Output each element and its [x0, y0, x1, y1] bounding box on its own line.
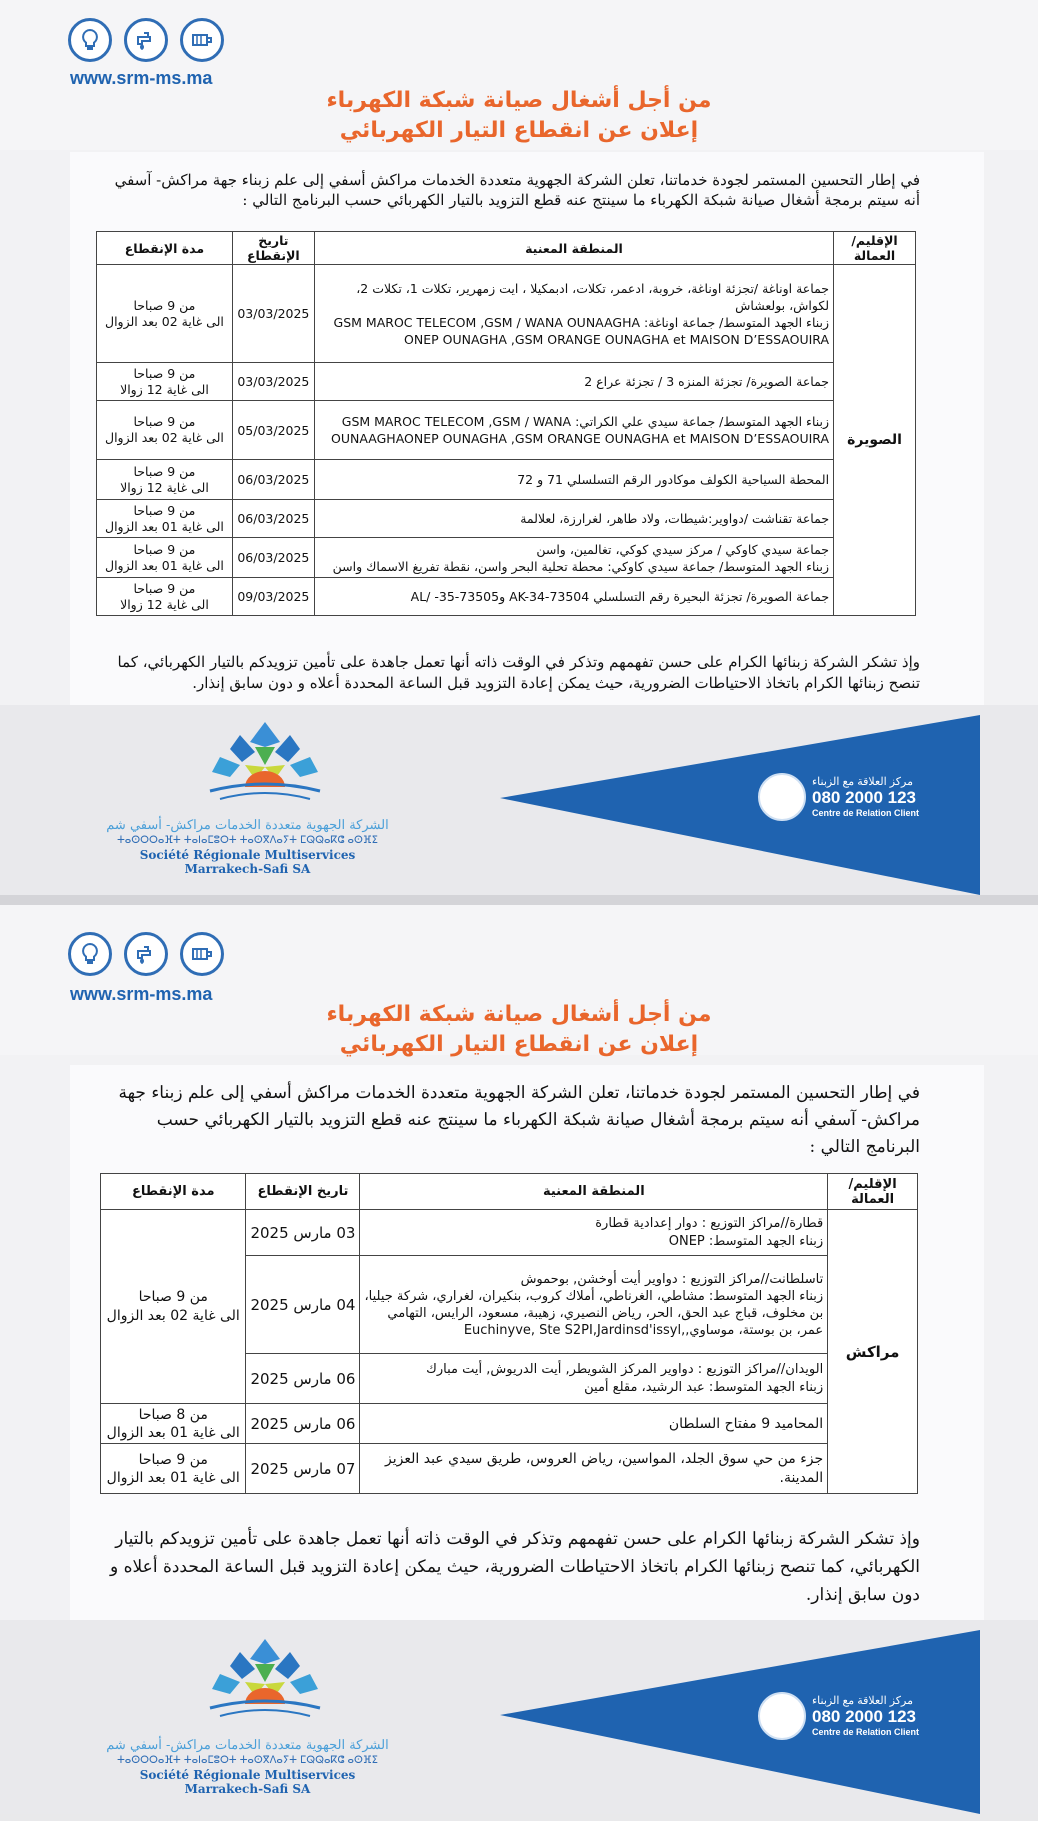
contact-center — [812, 775, 919, 818]
header-region: الإقليم/العمالة — [828, 1174, 918, 1210]
table-row — [101, 1444, 918, 1494]
table-row — [97, 401, 916, 460]
zone-cell: جماعة تقناشت /دواوير:شيطات، ولاد طاهر، لغرارزة، لعلالمة — [314, 500, 833, 538]
contact-french: Centre de Relation Client — [812, 1727, 920, 1737]
lightbulb-icon — [68, 18, 112, 62]
zone-cell: تاسلطانت//مراكز التوزيع : دواوير أيت أوخشن, بوحموش زبناء الجهد المتوسط: مشاطي، الغرناطي، أملاك كروب، بنكيران، لغراري، شركة جيليا، بن مخلوف، قباج عبد الحق، الحر، رياض النصيري، زهيبة، مسعود، الرايس، التهامي عمر، بن بوستة، موساوي,,Euchinyve, Ste S2PI,Jardinsd'issyl — [360, 1256, 828, 1354]
header-duration: مدة الإنقطاع — [97, 232, 233, 265]
date-cell: 04 مارس 2025 — [246, 1256, 360, 1354]
contact-arabic: مركز العلاقة مع الزبناء — [812, 1695, 913, 1707]
table-row — [97, 460, 916, 500]
title-line-2: إعلان عن انقطاع التيار الكهربائي — [339, 1032, 699, 1057]
intro-paragraph: في إطار التحسين المستمر لجودة خدماتنا، تعلن الشركة الجهوية متعددة الخدمات مراكش أسفي إلى علم زبناء جهة مراكش- آسفي أنه سيتم برمجة أشغال صيانة شبكة الكهرباء ما سينتج عنه قطع التزويد بالتيار الكهربائي حسب البرنامج التالي : — [114, 171, 920, 209]
table-row — [101, 1210, 918, 1256]
duration-cell: من 9 صباحا الى غاية 02 بعد الزوال — [97, 265, 233, 363]
zone-cell: جماعة الصويرة/ تجزئة البحيرة رقم التسلسلي AK-34-73504 وAL/ -35-73505 — [314, 578, 833, 616]
date-cell: 06 مارس 2025 — [246, 1404, 360, 1444]
date-cell: 06/03/2025 — [232, 538, 314, 578]
page-title — [0, 1000, 1038, 1060]
footer — [0, 1620, 1038, 1810]
duration-cell: من 8 صباحا الى غاية 01 بعد الزوال — [101, 1404, 246, 1444]
zone-cell: جماعة سيدي كاوكي / مركز سيدي كوكي، تغالمين، واسن زبناء الجهد المتوسط/ جماعة سيدي كاوكي: محطة تحلية البحر واسن، نقطة تفريغ الاسماك واسن — [314, 538, 833, 578]
zone-cell: المحطة السياحية الكولف موكادور الرقم التسلسلي 71 و 72 — [314, 460, 833, 500]
header-region: الإقليم/العمالة — [834, 232, 916, 265]
region-cell: مراكش — [828, 1210, 918, 1494]
duration-cell: من 9 صباحا الى غاية 02 بعد الزوال — [101, 1210, 246, 1404]
duration-cell: من 9 صباحا الى غاية 01 بعد الزوال — [101, 1444, 246, 1494]
sanitation-icon — [180, 18, 224, 62]
zone-cell: جزء من حي سوق الجلد، المواسين، رياض العروس، طريق سيدي عبد العزيز المدينة. — [360, 1444, 828, 1494]
zone-cell: قطارة//مراكز التوزيع : دوار إعدادية قطارة زبناء الجهد المتوسط: ONEP — [360, 1210, 828, 1256]
company-logo-emblem — [200, 1634, 330, 1724]
website-url: www.srm-ms.ma — [70, 984, 213, 1004]
contact-phone: 080 2000 123 — [812, 1707, 916, 1726]
header-duration: مدة الإنقطاع — [101, 1174, 246, 1210]
zone-cell: زبناء الجهد المتوسط/ جماعة سيدي علي الكراتي: GSM MAROC TELECOM ,GSM / WANA OUNAAGHAONEP OUNAGHA ,GSM ORANGE OUNAGHA et MAISON D’ESSAOUIRA — [314, 401, 833, 460]
logo-arabic: الشركة الجهوية متعددة الخدمات مراكش- أسفي شم — [106, 818, 389, 833]
contact-arabic: مركز العلاقة مع الزبناء — [812, 776, 913, 788]
announcement-page-2 — [0, 905, 1038, 1814]
closing-paragraph: وإذ تشكر الشركة زبنائها الكرام على حسن تفهمهم وتذكر في الوقت ذاته أنها تعمل جاهدة على تأمين تزويدكم بالتيار الكهربائي، كما تنصح زبنائها الكرام باتخاذ الاحتياطات الضرورية، حيث يمكن إعادة التزويد قبل الساعة المحددة أعلاه و دون سابق إنذار. — [110, 1529, 920, 1605]
closing-paragraph: وإذ تشكر الشركة زبنائها الكرام على حسن تفهمهم وتذكر في الوقت ذاته أنها تعمل جاهدة على تأمين تزويدكم بالتيار الكهربائي، كما تنصح زبنائها الكرام باتخاذ الاحتياطات الضرورية، حيث يمكن إعادة التزويد قبل الساعة المحددة أعلاه و دون سابق إنذار. — [117, 653, 920, 692]
table-row — [97, 363, 916, 401]
title-line-2: إعلان عن انقطاع التيار الكهربائي — [339, 118, 699, 143]
region-cell: الصويرة — [834, 265, 916, 616]
water-tap-icon — [124, 18, 168, 62]
date-cell: 06 مارس 2025 — [246, 1354, 360, 1404]
zone-cell: جماعة اوناغة /تجزئة اوناغة، خروبة، ادعمر، تكلات، ادبمكيلا ، ايت زمهرير، تكلات 1، تكلات 2، لكواش، بولعشاش زبناء الجهد المتوسط/ جماعة اوناغة: GSM MAROC TELECOM ,GSM / WANA OUNAAGHA ONEP OUNAGHA ,GSM ORANGE OUNAGHA et MAISON D’ESSAOUIRA — [314, 265, 833, 363]
contact-phone: 080 2000 123 — [812, 788, 916, 807]
date-cell: 03/03/2025 — [232, 363, 314, 401]
schedule-table-marrakech — [100, 1173, 918, 1494]
header-zone: المنطقة المعنية — [314, 232, 833, 265]
duration-cell: من 9 صباحا الى غاية 01 بعد الزوال — [97, 500, 233, 538]
logo-tifinagh: ⵜⴰⵙⵔⵔⴰⴼⵜ ⵜⴰⵏⴰⵎⵓⵔⵜ ⵜⴰⵙⴳⴷⴰⵢⵜ ⵎⵕⵕⴰⴽⵛ ⴰⵙⴼⵉ — [117, 1755, 378, 1766]
table-row — [97, 538, 916, 578]
lightbulb-icon — [68, 932, 112, 976]
header-date: تاريخ الإنقطاع — [232, 232, 314, 265]
company-logo-text — [105, 818, 390, 876]
date-cell: 09/03/2025 — [232, 578, 314, 616]
water-tap-icon — [124, 932, 168, 976]
customer-service-mascot-icon — [758, 773, 806, 821]
page-title — [0, 86, 1038, 146]
date-cell: 05/03/2025 — [232, 401, 314, 460]
footer — [0, 705, 1038, 895]
date-cell: 06/03/2025 — [232, 500, 314, 538]
zone-cell: جماعة الصويرة/ تجزئة المنزه 3 / تجزئة عراع 2 — [314, 363, 833, 401]
date-cell: 06/03/2025 — [232, 460, 314, 500]
title-line-1: من أجل أشغال صيانة شبكة الكهرباء — [326, 88, 712, 113]
logo-tifinagh: ⵜⴰⵙⵔⵔⴰⴼⵜ ⵜⴰⵏⴰⵎⵓⵔⵜ ⵜⴰⵙⴳⴷⴰⵢⵜ ⵎⵕⵕⴰⴽⵛ ⴰⵙⴼⵉ — [117, 835, 378, 846]
duration-cell: من 9 صباحا الى غاية 12 زوالا — [97, 460, 233, 500]
contact-center — [812, 1694, 919, 1737]
table-row — [97, 500, 916, 538]
header-zone: المنطقة المعنية — [360, 1174, 828, 1210]
website-url: www.srm-ms.ma — [70, 68, 213, 88]
table-row — [97, 578, 916, 616]
schedule-table-essaouira — [96, 231, 916, 616]
logo-french: Société Régionale Multiservices Marrakech-Safi SA — [139, 1768, 356, 1796]
date-cell: 07 مارس 2025 — [246, 1444, 360, 1494]
zone-cell: الويدان//مراكز التوزيع : دواوير المركز الشويطر, أيت الدريوش, أيت مبارك زبناء الجهد المتوسط: عبد الرشيد، مقلع أمين — [360, 1354, 828, 1404]
header-date: تاريخ الإنقطاع — [246, 1174, 360, 1210]
duration-cell: من 9 صباحا الى غاية 12 زوالا — [97, 363, 233, 401]
service-icons — [68, 18, 224, 62]
date-cell: 03 مارس 2025 — [246, 1210, 360, 1256]
logo-arabic: الشركة الجهوية متعددة الخدمات مراكش- أسفي شم — [106, 1738, 389, 1753]
sanitation-icon — [180, 932, 224, 976]
customer-service-mascot-icon — [758, 1692, 806, 1740]
page-separator — [0, 895, 1038, 905]
table-row — [97, 265, 916, 363]
duration-cell: من 9 صباحا الى غاية 02 بعد الزوال — [97, 401, 233, 460]
date-cell: 03/03/2025 — [232, 265, 314, 363]
company-logo-emblem — [200, 717, 330, 807]
table-row — [101, 1404, 918, 1444]
zone-cell: المحاميد 9 مفتاح السلطان — [360, 1404, 828, 1444]
title-line-1: من أجل أشغال صيانة شبكة الكهرباء — [326, 1002, 712, 1027]
intro-paragraph: في إطار التحسين المستمر لجودة خدماتنا، تعلن الشركة الجهوية متعددة الخدمات مراكش أسفي إلى علم زبناء جهة مراكش- آسفي أنه سيتم برمجة أشغال صيانة شبكة الكهرباء ما سينتج عنه قطع التزويد بالتيار الكهربائي حسب البرنامج التالي : — [118, 1083, 920, 1157]
duration-cell: من 9 صباحا الى غاية 12 زوالا — [97, 578, 233, 616]
company-logo-text — [105, 1738, 390, 1796]
logo-french: Société Régionale Multiservices Marrakech-Safi SA — [139, 848, 356, 876]
duration-cell: من 9 صباحا الى غاية 01 بعد الزوال — [97, 538, 233, 578]
announcement-page-1 — [0, 0, 1038, 895]
contact-french: Centre de Relation Client — [812, 808, 920, 818]
service-icons — [68, 932, 224, 976]
